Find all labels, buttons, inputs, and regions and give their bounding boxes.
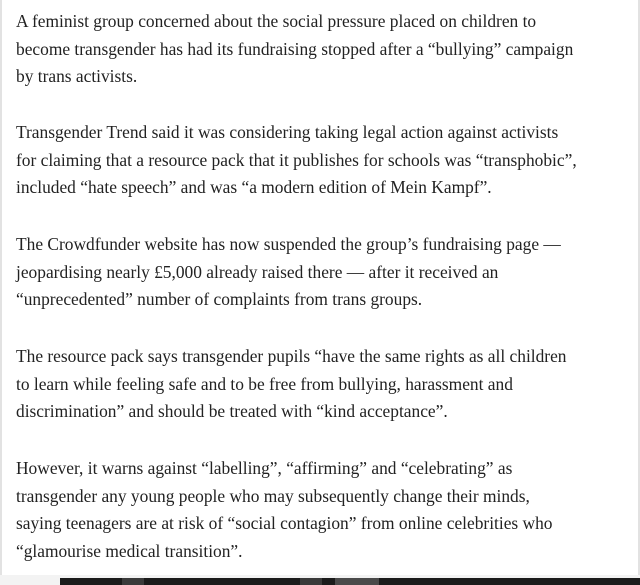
toolbar-button[interactable] [122,578,144,585]
paragraph-line: However, it warns against “labelling”, “affirming” and “celebrating” as [16,458,513,478]
paragraph-line: A feminist group concerned about the social pressure placed on children to [16,11,537,31]
article-paragraph [16,231,632,314]
article-paragraph [16,455,632,565]
paragraph-line: “glamourise medical transition”. [16,540,243,561]
paragraph-line: The resource pack says transgender pupils “have the same rights as all children [16,346,567,366]
article-paragraph [16,8,632,91]
paragraph-line: by trans activists. [16,66,138,86]
paragraph-line: to learn while feeling safe and to be free from bullying, harassment and [16,373,513,394]
paragraph-line: for claiming that a resource pack that it publishes for schools was “transphobic”, [16,149,577,170]
paragraph-line: included “hate speech” and was “a modern edition of Mein Kampf”. [16,177,492,197]
paragraph-line: jeopardising nearly £5,000 already raised there — after it received an [16,261,499,282]
paragraph-line: become transgender has had its fundraising stopped after a “bullying” campaign [16,38,574,59]
article-paragraph [16,119,632,202]
paragraph-line: Transgender Trend said it was considering taking legal action against activists [16,122,559,142]
toolbar-button[interactable] [335,578,379,585]
paragraph-line: saying teenagers are at risk of “social contagion” from online celebrities who [16,513,553,533]
article-paragraph [16,343,632,426]
paragraph-line: transgender any young people who may subsequently change their minds, [16,485,530,506]
paragraph-line: “unprecedented” number of complaints from trans groups. [16,289,423,309]
paragraph-line: discrimination” and should be treated with “kind acceptance”. [16,401,448,421]
toolbar-button[interactable] [300,578,322,585]
paragraph-line: The Crowdfunder website has now suspended the group’s fundraising page — [16,234,561,254]
